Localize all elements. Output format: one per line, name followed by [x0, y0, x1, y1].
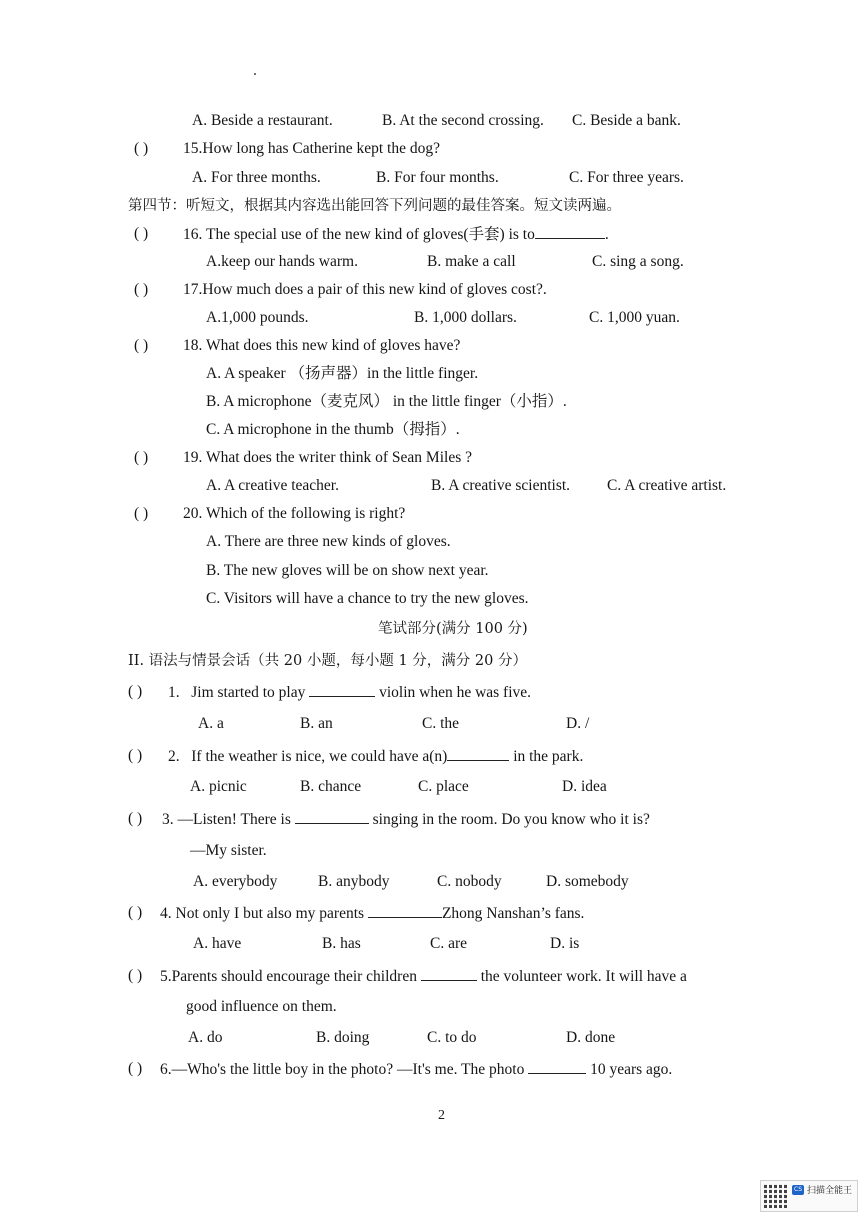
q19-option-c: C. A creative artist. [607, 477, 727, 494]
g4-option-c: C. are [430, 935, 468, 952]
g1-option-a: A. a [198, 715, 224, 732]
section-ii-heading: II. 语法与情景会话（共 20 小题，每小题 1 分，满分 20 分） [128, 653, 527, 669]
answer-bracket[interactable]: ( ) [134, 449, 149, 466]
g3-option-a: A. everybody [193, 873, 278, 890]
grammar-question-4 [160, 903, 584, 924]
g2-option-c: C. place [418, 778, 469, 795]
question-text-after: singing in the room. Do you know who it is? [372, 811, 650, 828]
question-number: 6. [160, 1061, 172, 1078]
g5-option-d: D. done [566, 1029, 616, 1046]
q19-option-a: A. A creative teacher. [206, 477, 339, 494]
question-text-after: in the park. [513, 748, 584, 765]
question-text-before: If the weather is nice, we could have a(n) [191, 748, 448, 765]
q16-option-b: B. make a call [427, 253, 516, 270]
g4-option-b: B. has [322, 935, 361, 952]
g2-option-b: B. chance [300, 778, 362, 795]
answer-bracket[interactable]: ( ) [128, 1060, 143, 1077]
scan-speck [254, 73, 256, 75]
question-text-before: —Who's the little boy in the photo? —It's me. The photo [171, 1061, 525, 1078]
q18-option-a: A. A speaker （扬声器）in the little finger. [206, 365, 479, 382]
fill-blank[interactable] [421, 966, 477, 981]
fill-blank[interactable] [309, 682, 375, 697]
g1-option-c: C. the [422, 715, 460, 732]
question-18: 18. What does this new kind of gloves have? [183, 337, 461, 354]
question-number: 3. [162, 811, 174, 828]
g5-option-c: C. to do [427, 1029, 477, 1046]
fill-blank[interactable] [528, 1059, 586, 1074]
question-20: 20. Which of the following is right? [183, 505, 406, 522]
q20-option-a: A. There are three new kinds of gloves. [206, 533, 451, 550]
q15-option-c: C. For three years. [569, 169, 684, 186]
answer-bracket[interactable]: ( ) [134, 140, 149, 157]
answer-bracket[interactable]: ( ) [128, 683, 143, 700]
question-text-before: Jim started to play [191, 684, 306, 701]
question-text-before: Not only I but also my parents [175, 905, 365, 922]
q17-option-b: B. 1,000 dollars. [414, 309, 517, 326]
qr-code-icon [764, 1184, 788, 1208]
page-number: 2 [438, 1108, 445, 1123]
scanner-watermark [760, 1180, 858, 1212]
q14-option-a: A. Beside a restaurant. [192, 112, 333, 129]
question-number: 4. [160, 905, 172, 922]
q17-option-a: A.1,000 pounds. [206, 309, 309, 326]
q18-option-b: B. A microphone（麦克风） in the little finger（小指）. [206, 393, 567, 410]
grammar-question-6 [160, 1059, 672, 1080]
g5-option-a: A. do [188, 1029, 223, 1046]
answer-bracket[interactable]: ( ) [134, 505, 149, 522]
answer-bracket[interactable]: ( ) [128, 810, 143, 827]
scanner-app-name: 扫描全能王 [807, 1186, 853, 1196]
camscanner-logo-icon: CS [794, 1186, 802, 1193]
question-number: 2. [168, 748, 180, 765]
g5-continuation: good influence on them. [186, 998, 337, 1015]
grammar-question-5 [160, 966, 687, 987]
q20-option-b: B. The new gloves will be on show next year. [206, 562, 489, 579]
q14-option-b: B. At the second crossing. [382, 112, 544, 129]
question-17: 17.How much does a pair of this new kind of gloves cost?. [183, 281, 547, 298]
g1-option-d: D. / [566, 715, 590, 732]
answer-bracket[interactable]: ( ) [134, 337, 149, 354]
g5-option-b: B. doing [316, 1029, 370, 1046]
g3-option-c: C. nobody [437, 873, 502, 890]
q18-option-c: C. A microphone in the thumb（拇指）. [206, 421, 460, 438]
question-15: 15.How long has Catherine kept the dog? [183, 140, 440, 157]
grammar-question-3 [162, 809, 650, 830]
fill-blank[interactable] [535, 224, 605, 239]
question-16 [183, 224, 609, 245]
fill-blank[interactable] [368, 903, 442, 918]
question-text-after: 10 years ago. [590, 1061, 673, 1078]
q14-option-c: C. Beside a bank. [572, 112, 681, 129]
q15-option-a: A. For three months. [192, 169, 321, 186]
answer-bracket[interactable]: ( ) [128, 747, 143, 764]
question-number: 1. [168, 684, 180, 701]
question-16-text: 16. The special use of the new kind of gloves(手套) is to [183, 226, 535, 243]
question-text-after: the volunteer work. It will have a [480, 968, 687, 985]
q19-option-b: B. A creative scientist. [431, 477, 571, 494]
answer-bracket[interactable]: ( ) [128, 967, 143, 984]
g4-option-d: D. is [550, 935, 580, 952]
question-19: 19. What does the writer think of Sean Miles ? [183, 449, 472, 466]
grammar-question-1 [168, 682, 531, 703]
question-16-tail: . [604, 226, 609, 243]
q17-option-c: C. 1,000 yuan. [589, 309, 680, 326]
question-text-after: Zhong Nanshan’s fans. [441, 905, 585, 922]
section-4-instructions: 第四节：听短文，根据其内容选出能回答下列问题的最佳答案。短文读两遍。 [128, 198, 621, 214]
fill-blank[interactable] [447, 746, 509, 761]
answer-bracket[interactable]: ( ) [128, 904, 143, 921]
question-text-before: Parents should encourage their children [171, 968, 417, 985]
q15-option-b: B. For four months. [376, 169, 499, 186]
question-number: 5. [160, 968, 172, 985]
g3-option-b: B. anybody [318, 873, 390, 890]
written-test-heading: 笔试部分(满分 100 分) [378, 621, 528, 637]
g1-option-b: B. an [300, 715, 333, 732]
answer-bracket[interactable]: ( ) [134, 225, 149, 242]
q16-option-c: C. sing a song. [592, 253, 684, 270]
g2-option-a: A. picnic [190, 778, 247, 795]
grammar-question-2 [168, 746, 583, 767]
q20-option-c: C. Visitors will have a chance to try the new gloves. [206, 590, 529, 607]
g2-option-d: D. idea [562, 778, 607, 795]
fill-blank[interactable] [295, 809, 369, 824]
g4-option-a: A. have [193, 935, 242, 952]
answer-bracket[interactable]: ( ) [134, 281, 149, 298]
q16-option-a: A.keep our hands warm. [206, 253, 358, 270]
question-text-before: —Listen! There is [177, 811, 291, 828]
g3-dialogue-reply: —My sister. [190, 842, 267, 859]
g3-option-d: D. somebody [546, 873, 629, 890]
question-text-after: violin when he was five. [379, 684, 532, 701]
